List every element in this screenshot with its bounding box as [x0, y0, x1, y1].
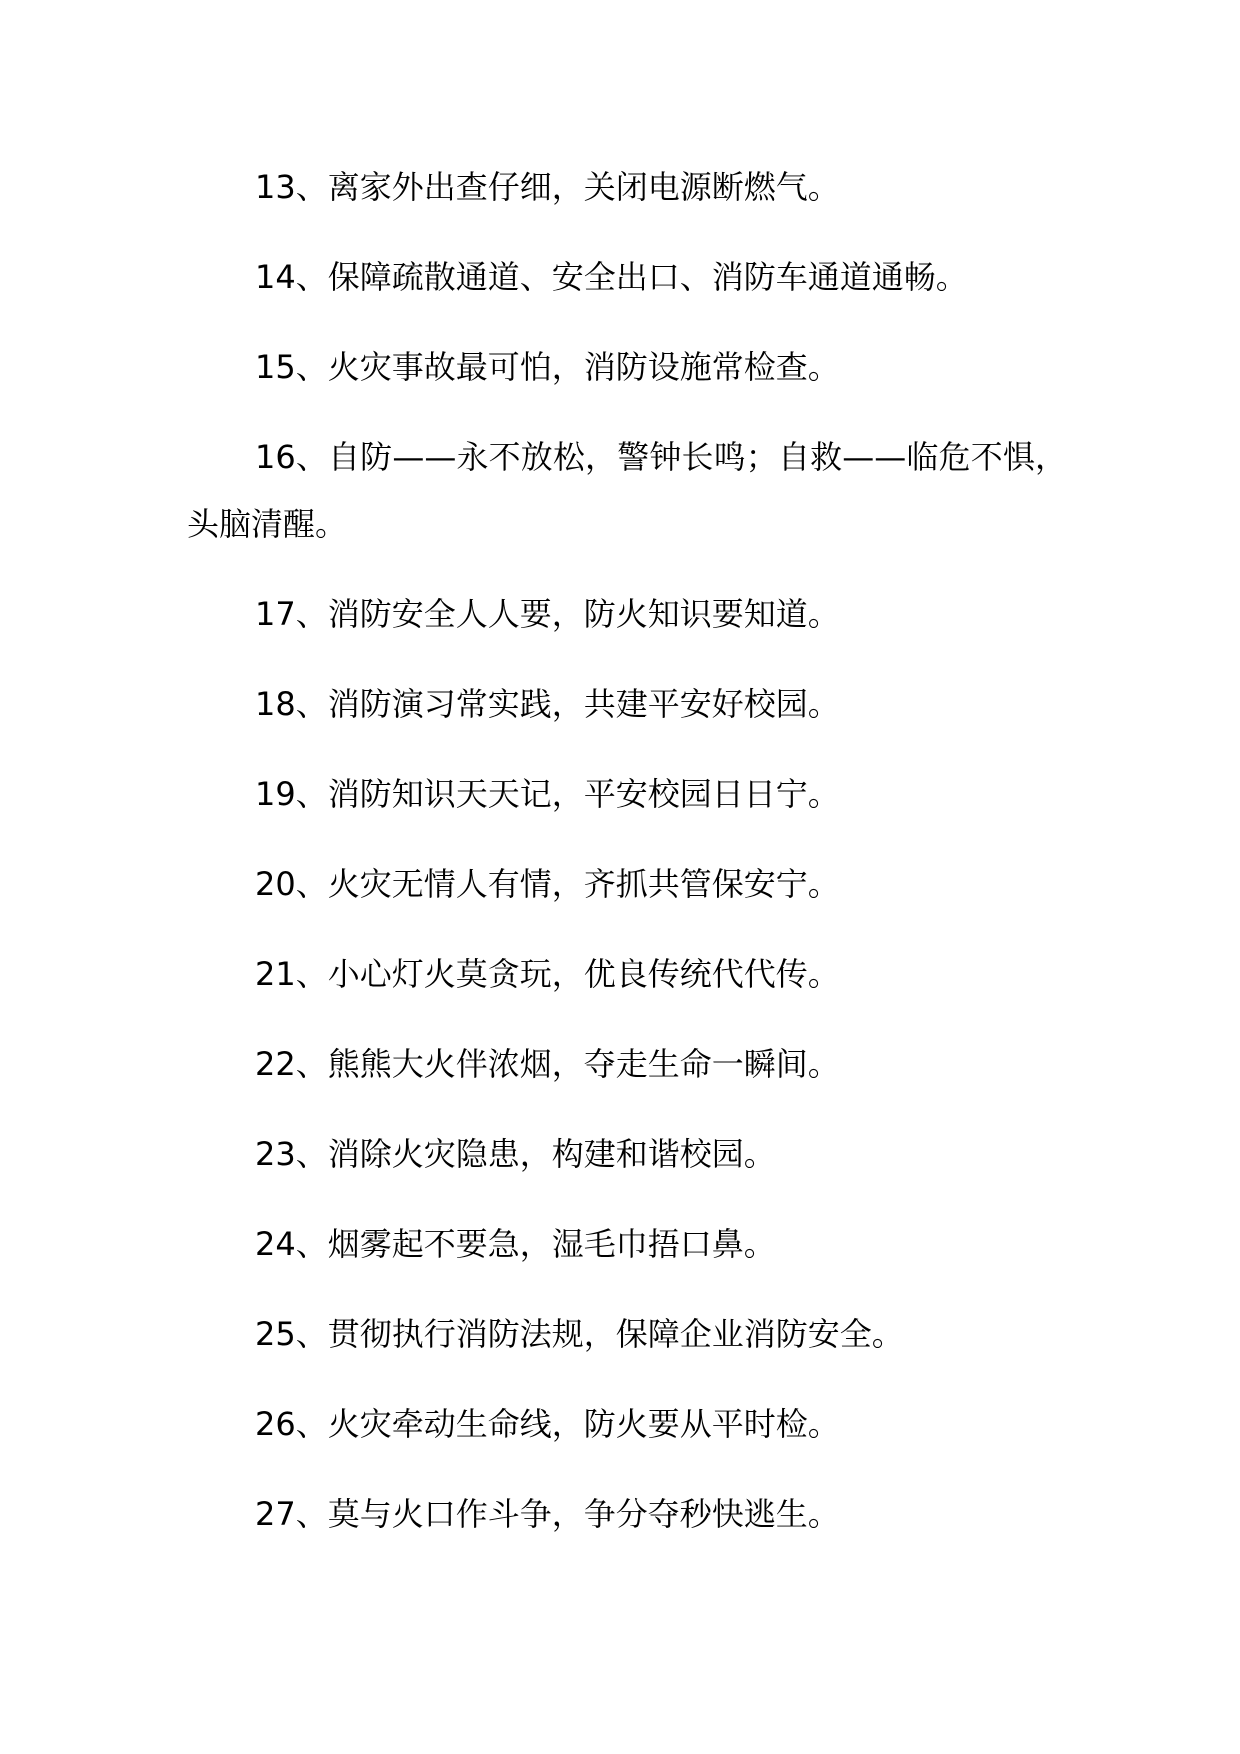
slogan-item-23: 23、消除火灾隐患，构建和谐校园。: [255, 1135, 776, 1173]
slogan-item-24: 24、烟雾起不要急，湿毛巾捂口鼻。: [255, 1225, 776, 1263]
slogan-list: [187, 154, 1067, 1571]
slogan-item-22: 22、熊熊大火伴浓烟，夺走生命一瞬间。: [255, 1045, 840, 1083]
slogan-item-20: 20、火灾无情人有情，齐抓共管保安宁。: [255, 865, 840, 903]
slogan-item-14: 14、保障疏散通道、安全出口、消防车通道通畅。: [255, 258, 968, 296]
slogan-item-16: 16、自防——永不放松，警钟长鸣；自救——临危不惧，头脑清醒。: [187, 438, 1067, 543]
slogan-item-13: 13、离家外出查仔细，关闭电源断燃气。: [255, 168, 840, 206]
slogan-item-19: 19、消防知识天天记，平安校园日日宁。: [255, 775, 840, 813]
slogan-item-18: 18、消防演习常实践，共建平安好校园。: [255, 685, 840, 723]
slogan-item-27: 27、莫与火口作斗争，争分夺秒快逃生。: [255, 1495, 840, 1533]
slogan-item-21: 21、小心灯火莫贪玩，优良传统代代传。: [255, 955, 840, 993]
slogan-item-17: 17、消防安全人人要，防火知识要知道。: [255, 595, 840, 633]
slogan-item-25: 25、贯彻执行消防法规，保障企业消防安全。: [255, 1315, 904, 1353]
slogan-item-26: 26、火灾牵动生命线，防火要从平时检。: [255, 1405, 840, 1443]
slogan-item-15: 15、火灾事故最可怕，消防设施常检查。: [255, 348, 840, 386]
